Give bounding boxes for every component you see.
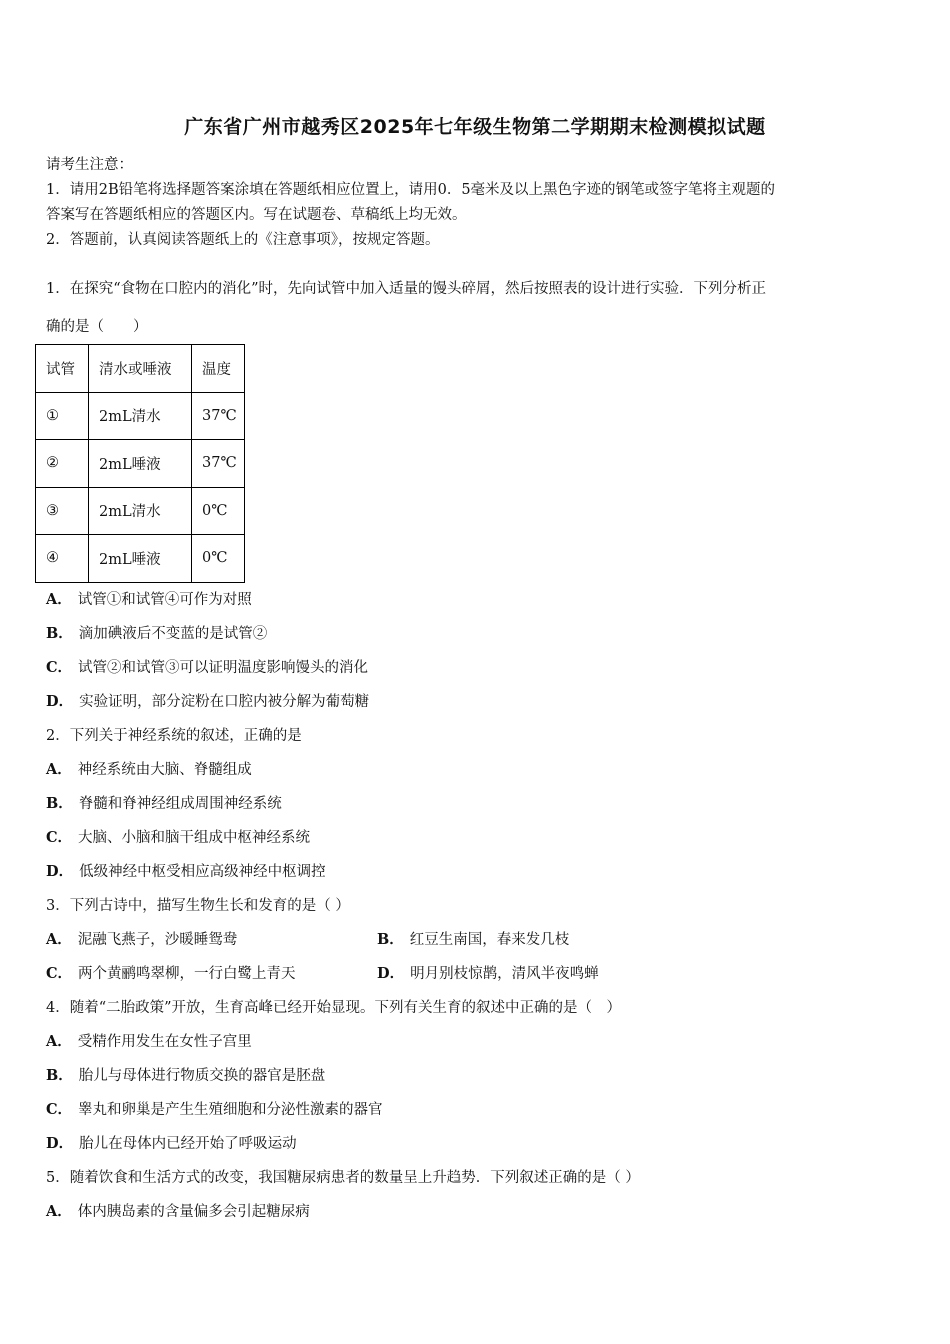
answer-option <box>46 622 267 643</box>
question-stem: 2．下列关于神经系统的叙述，正确的是 <box>46 728 302 744</box>
option-label: D． <box>46 1135 74 1152</box>
answer-option <box>46 690 369 711</box>
option-label: B． <box>46 1067 73 1084</box>
option-text: 睾丸和卵巢是产生生殖细胞和分泌性激素的器官 <box>78 1102 383 1118</box>
question-stem: 1．在探究“食物在口腔内的消化”时，先向试管中加入适量的馒头碎屑，然后按照表的设计进行实验．下列分析正 <box>46 281 767 297</box>
question-stem: 确的是（ ） <box>46 319 148 335</box>
option-label: A． <box>46 1203 72 1220</box>
answer-option <box>46 656 368 677</box>
option-text: 试管①和试管④可作为对照 <box>77 592 252 608</box>
table-header: 试管 <box>36 345 89 393</box>
option-text: 低级神经中枢受相应高级神经中枢调控 <box>79 864 326 880</box>
option-label: D． <box>46 863 74 880</box>
option-text: 体内胰岛素的含量偏多会引起糖尿病 <box>77 1204 310 1220</box>
option-text: 明月别枝惊鹊，清风半夜鸣蝉 <box>410 966 599 982</box>
option-text: 泥融飞燕子，沙暖睡鸳鸯 <box>77 932 238 948</box>
table-cell: 37℃ <box>192 392 245 440</box>
question-stem: 3．下列古诗中，描写生物生长和发育的是（ ） <box>46 898 350 914</box>
option-text: 胎儿在母体内已经开始了呼吸运动 <box>79 1136 297 1152</box>
option-text: 脊髓和脊神经组成周围神经系统 <box>78 796 282 812</box>
table-header: 温度 <box>192 345 245 393</box>
table-row <box>36 535 245 583</box>
notice-line: 1．请用2B铅笔将选择题答案涂填在答题纸相应位置上，请用0．5毫米及以上黑色字迹的钢笔或签字笔将主观题的 <box>46 182 776 198</box>
option-label: A． <box>46 1033 72 1050</box>
answer-option <box>46 826 310 847</box>
option-label: A． <box>46 761 72 778</box>
option-text: 受精作用发生在女性子宫里 <box>77 1034 252 1050</box>
option-text: 神经系统由大脑、脊髓组成 <box>77 762 252 778</box>
table-row <box>36 487 245 535</box>
answer-option <box>46 1200 310 1221</box>
answer-option <box>46 1064 325 1085</box>
answer-option <box>46 792 282 813</box>
option-text: 两个黄鹂鸣翠柳，一行白鹭上青天 <box>78 966 296 982</box>
option-label: C． <box>46 829 73 846</box>
table-cell: 2mL清水 <box>89 487 192 535</box>
table-cell: 0℃ <box>192 487 245 535</box>
table-cell: 0℃ <box>192 535 245 583</box>
table-cell: 2mL清水 <box>89 392 192 440</box>
answer-option <box>46 962 296 983</box>
option-label: A． <box>46 591 72 608</box>
table-row <box>36 392 245 440</box>
page-title: 广东省广州市越秀区2025年七年级生物第二学期期末检测模拟试题 <box>184 116 766 138</box>
answer-option <box>377 928 569 949</box>
notice-line: 2．答题前，认真阅读答题纸上的《注意事项》，按规定答题。 <box>46 232 440 248</box>
option-label: D． <box>377 965 405 982</box>
table-header-row <box>36 345 245 393</box>
option-label: C． <box>46 1101 73 1118</box>
answer-option <box>46 860 326 881</box>
answer-option <box>46 1132 297 1153</box>
answer-option <box>46 758 252 779</box>
option-text: 红豆生南国，春来发几枝 <box>409 932 570 948</box>
table-cell: 2mL唾液 <box>89 535 192 583</box>
notice-heading: 请考生注意： <box>46 157 133 173</box>
experiment-table <box>35 344 245 583</box>
option-label: B． <box>46 625 73 642</box>
option-label: C． <box>46 659 73 676</box>
answer-option <box>46 588 252 609</box>
option-text: 试管②和试管③可以证明温度影响馒头的消化 <box>78 660 369 676</box>
table-cell: ② <box>36 440 89 488</box>
table-cell: ① <box>36 392 89 440</box>
notice-line: 答案写在答题纸相应的答题区内。写在试题卷、草稿纸上均无效。 <box>46 207 467 223</box>
option-text: 胎儿与母体进行物质交换的器官是胚盘 <box>78 1068 326 1084</box>
table-row <box>36 440 245 488</box>
table-cell: 2mL唾液 <box>89 440 192 488</box>
option-label: B． <box>377 931 404 948</box>
option-label: A． <box>46 931 72 948</box>
option-text: 滴加碘液后不变蓝的是试管② <box>78 626 268 642</box>
answer-option <box>46 1098 383 1119</box>
question-stem: 5．随着饮食和生活方式的改变，我国糖尿病患者的数量呈上升趋势．下列叙述正确的是（ ） <box>46 1170 640 1186</box>
answer-option <box>46 1030 252 1051</box>
option-text: 实验证明，部分淀粉在口腔内被分解为葡萄糖 <box>79 694 370 710</box>
option-label: C． <box>46 965 73 982</box>
table-cell: 37℃ <box>192 440 245 488</box>
option-label: D． <box>46 693 74 710</box>
answer-option <box>377 962 599 983</box>
table-cell: ③ <box>36 487 89 535</box>
table-cell: ④ <box>36 535 89 583</box>
option-label: B． <box>46 795 73 812</box>
answer-option <box>46 928 237 949</box>
table-header: 清水或唾液 <box>89 345 192 393</box>
option-text: 大脑、小脑和脑干组成中枢神经系统 <box>78 830 311 846</box>
question-stem: 4．随着“二胎政策”开放，生育高峰已经开始显现。下列有关生育的叙述中正确的是（ ） <box>46 1000 622 1016</box>
